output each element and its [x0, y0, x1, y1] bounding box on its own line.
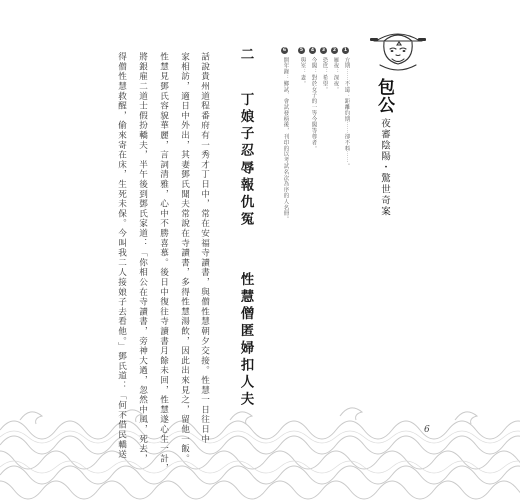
note-number-badge: 4 — [310, 48, 315, 53]
wave-pattern-decoration — [0, 390, 520, 500]
chapter-title-part-1: 丁娘子忍辱報仇冤 — [237, 92, 254, 229]
annotation-note: 今閣：對於女子的一等今閣等尊者。 — [310, 57, 317, 152]
annotation-note: 恐庶：希望。 — [321, 57, 328, 93]
body-text-line: 性慧見鄧氏容貌華麗，言詞清雅，心中不勝喜慕。後日中復往寺讀書月餘未回，性慧遂心生一計， — [158, 52, 169, 474]
note-number-badge: 3 — [321, 48, 326, 53]
body-text-line: 得僧性慧救醒，偷來寄在床，生死未保。今叫我二人接娘子去看他。」鄧氏道：「何不借民轎送 — [116, 52, 127, 460]
page-number: 6 — [424, 425, 430, 435]
annotation-note: 開年錄：鄉試、會試發榜後，刊印的以考試名次為序的人名冊。 — [282, 57, 289, 223]
annotation-note: 雁夜：深夜。 — [332, 57, 339, 93]
book-title: 包公 — [374, 78, 394, 114]
book-subtitle: 夜審陰陽・驚世奇案 — [379, 118, 390, 217]
body-text-line: 家相訪，適日中外出，其妻鄧氏聞夫常說在寺讀書，多得性慧湯飲，因此出來見之，留他一飯。 — [179, 52, 190, 464]
body-text-line: 將銀雇二道士假扮轎夫，半午後到鄧氏家道：「你相公在寺讀書，旁神大過，忽然中風，死去， — [137, 52, 148, 464]
annotation-note: 方期⋯⋯不遠：距離約期⋯⋯卻不料⋯⋯。 — [343, 57, 350, 170]
chapter-title-part-2: 性慧僧匿婦扣人夫 — [237, 272, 254, 409]
note-number-badge: 1 — [343, 48, 348, 53]
note-number-badge: 2 — [332, 48, 337, 53]
judge-bao-portrait — [370, 25, 426, 73]
body-text-line: 話說貴州道程番府有一秀才丁日中，常在安福寺讀書，與僧性慧朝夕交接。性慧一日往日中 — [199, 52, 210, 444]
annotation-note: 與室：妻。 — [299, 57, 306, 87]
note-number-badge: 5 — [299, 48, 304, 53]
note-number-badge: 6 — [282, 48, 287, 53]
chapter-number: 二 — [237, 47, 254, 65]
